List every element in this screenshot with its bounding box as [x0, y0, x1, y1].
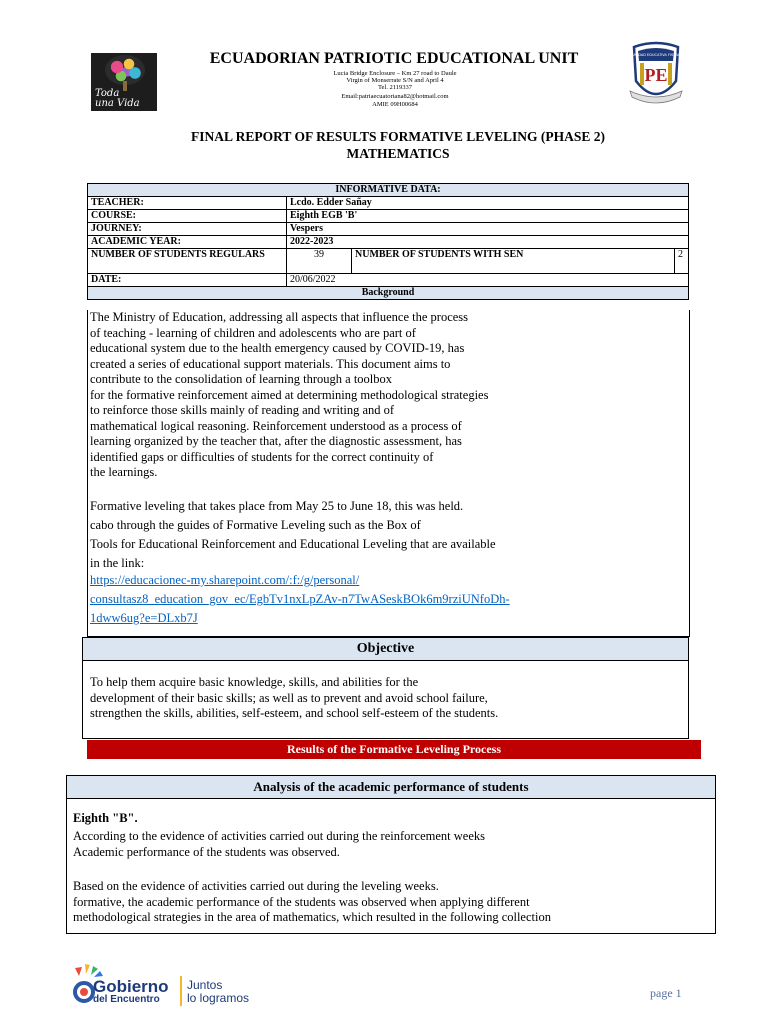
- background-paragraph-2: Formative leveling that takes place from May 25 to June 18, this was held. cabo through the guides of Formative Leveling such as the Box of Tools for Educational Reinforcement and Educational Leveling that are available in the link:: [90, 499, 496, 570]
- link-line[interactable]: consultasz8_education_gov_ec/EgbTv1nxLpZAv-n7TwASeskBOk6m9rziUNfoDh-: [90, 592, 510, 606]
- government-logo: [73, 962, 273, 1012]
- background-paragraph-1: The Ministry of Education, addressing all aspects that influence the process of teaching - learning of children and adolescents who are part of educational system due to the health emergency caused by COVID-19, has created a series of educational support materials. This document aims to contribute to the consolidation of learning through a toolbox for the formative reinforcement aimed at determining methodological strategies to reinforce those skills mainly of reading and writing and of mathematical logical reasoning. Reinforcement understood as a process of learning organized by the teacher that, after the diagnostic assessment, has identified gaps or difficulties of students for the correct continuity of the learnings.: [90, 310, 489, 479]
- background-section: [87, 310, 690, 637]
- date-value: 20/06/2022: [287, 274, 689, 287]
- crest-letters: PE: [644, 65, 668, 85]
- logo-text-line1: Toda: [95, 88, 120, 99]
- analysis-section: [66, 798, 716, 934]
- footer-divider: [180, 976, 182, 1006]
- address-line: AMIE 09H00684: [372, 101, 418, 108]
- teacher-value: Lcdo. Edder Sañay: [287, 197, 689, 210]
- brand-line2: del Encuentro: [93, 994, 160, 1005]
- analysis-paragraph-1: According to the evidence of activities carried out during the reinforcement weeks Academic performance of the students was observed.: [73, 829, 485, 859]
- report-title-line2: MATHEMATICS: [346, 146, 450, 161]
- school-logo: [91, 53, 157, 111]
- slogan-line2: lo logramos: [187, 991, 250, 1005]
- objective-section: [82, 660, 689, 739]
- teacher-label: TEACHER:: [88, 197, 287, 210]
- link-line[interactable]: 1dww6ug?e=DLxb7J: [90, 611, 198, 625]
- logo-text-line2: una Vida: [95, 98, 140, 109]
- address-line: Tel. 2119337: [378, 84, 412, 91]
- journey-label: JOURNEY:: [88, 223, 287, 236]
- analysis-heading: Analysis of the academic performance of students: [66, 775, 716, 799]
- objective-text: To help them acquire basic knowledge, skills, and abilities for the development of their basic skills; as well as to prevent and avoid school failure, strengthen the skills, abilities, self-esteem, and school self-esteem of the students.: [90, 675, 499, 720]
- address-line: Lucia Bridge Enclosure – Km 27 road to Daule: [333, 70, 457, 77]
- objective-heading: Objective: [82, 637, 689, 661]
- address-line: Email:patriaecuatoriana82@hotmail.com: [341, 93, 449, 100]
- analysis-subheading: Eighth "B".: [73, 811, 138, 825]
- slogan-line1: Juntos: [187, 978, 223, 992]
- report-title-line1: FINAL REPORT OF RESULTS FORMATIVE LEVELING (PHASE 2): [191, 129, 605, 144]
- journey-value: Vespers: [287, 223, 689, 236]
- toolbox-link[interactable]: [90, 571, 650, 628]
- info-heading: INFORMATIVE DATA:: [88, 184, 689, 197]
- students-label: NUMBER OF STUDENTS REGULARS: [88, 249, 287, 274]
- sen-label: NUMBER OF STUDENTS WITH SEN: [352, 249, 675, 274]
- school-name: ECUADORIAN PATRIOTIC EDUCATIONAL UNIT: [209, 50, 579, 67]
- analysis-paragraph-2: Based on the evidence of activities carried out during the leveling weeks. formative, the academic performance of the students was observed when applying different methodological strategies in the area of mathematics, which resulted in the following collection: [73, 879, 551, 924]
- year-value: 2022-2023: [287, 236, 689, 249]
- school-crest-icon: [626, 41, 686, 109]
- page-number: page 1: [650, 986, 682, 1000]
- address-line: Virgin of Monserrate S/N and April 4: [346, 77, 444, 84]
- date-label: DATE:: [88, 274, 287, 287]
- brand-line1: Gobierno: [93, 977, 169, 996]
- background-heading: Background: [88, 287, 689, 300]
- year-label: ACADEMIC YEAR:: [88, 236, 287, 249]
- sen-value: 2: [675, 249, 689, 274]
- report-title: [100, 128, 696, 162]
- crest-top-text: UNIDAD EDUCATIVA FISCAL: [632, 53, 680, 57]
- students-value: 39: [287, 249, 352, 274]
- informative-data-table: [87, 183, 689, 300]
- course-value: Eighth EGB 'B': [287, 210, 689, 223]
- link-line[interactable]: https://educacionec-my.sharepoint.com/:f:/g/personal/: [90, 573, 360, 587]
- results-bar: Results of the Formative Leveling Process: [87, 740, 701, 759]
- course-label: COURSE:: [88, 210, 287, 223]
